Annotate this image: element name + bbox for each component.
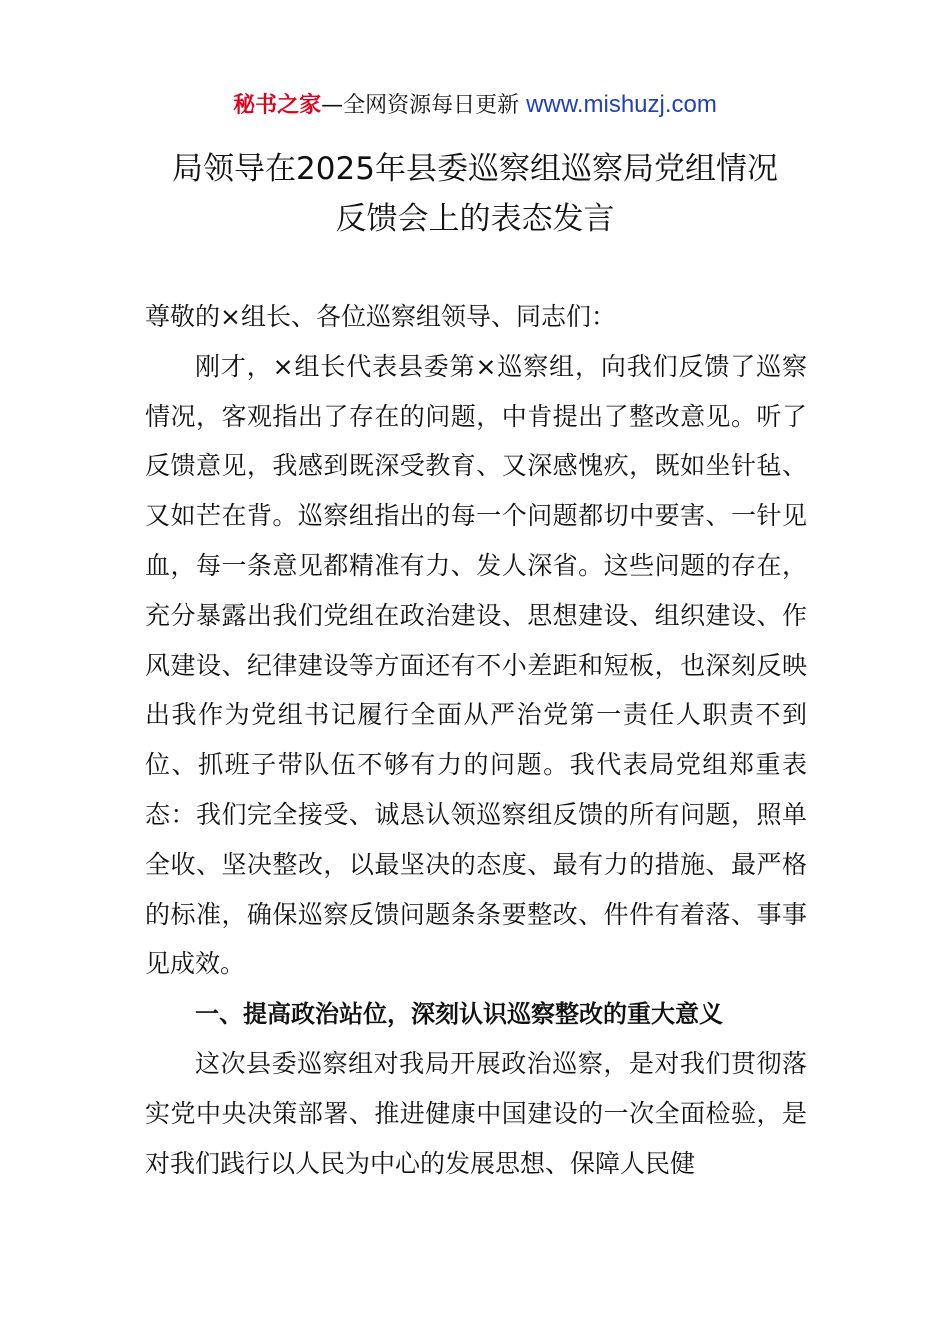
paragraph-2: 这次县委巡察组对我局开展政治巡察，是对我们贯彻落实党中央决策部署、推进健康中国建设的一次全面检验，是对我们践行以人民为中心的发展思想、保障人民健	[145, 1048, 807, 1178]
site-brand: 秘书之家	[233, 93, 322, 118]
section-heading-1: 一、提高政治站位，深刻认识巡察整改的重大意义	[195, 999, 723, 1029]
salutation: 尊敬的×组长、各位巡察组领导、同志们：	[145, 302, 616, 331]
document-body	[145, 292, 807, 1188]
site-tagline: —全网资源每日更新	[321, 93, 527, 118]
paragraph-1: 刚才，×组长代表县委第×巡察组，向我们反馈了巡察情况，客观指出了存在的问题，中肯提出了整改意见。听了反馈意见，我感到既深受教育、又深感愧疚，既如坐针毡、又如芒在背。巡察组指出的每一个问题都切中要害、一针见血，每一条意见都精准有力、发人深省。这些问题的存在，充分暴露出我们党组在政治建设、思想建设、组织建设、作风建设、纪律建设等方面还有不小差距和短板，也深刻反映出我作为党组书记履行全面从严治党第一责任人职责不到位、抓班子带队伍不够有力的问题。我代表局党组郑重表态：我们完全接受、诚恳认领巡察组反馈的所有问题，照单全收、坚决整改，以最坚决的态度、最有力的措施、最严格的标准，确保巡察反馈问题条条要整改、件件有着落、事事见成效。	[145, 351, 807, 979]
title-line-1: 局领导在2025年县委巡察组巡察局党组情况	[172, 151, 778, 187]
site-url-link[interactable]: www.mishuzj.com	[526, 91, 717, 118]
title-line-2: 反馈会上的表态发言	[335, 201, 615, 237]
site-header	[0, 88, 950, 123]
document-title	[0, 144, 950, 244]
